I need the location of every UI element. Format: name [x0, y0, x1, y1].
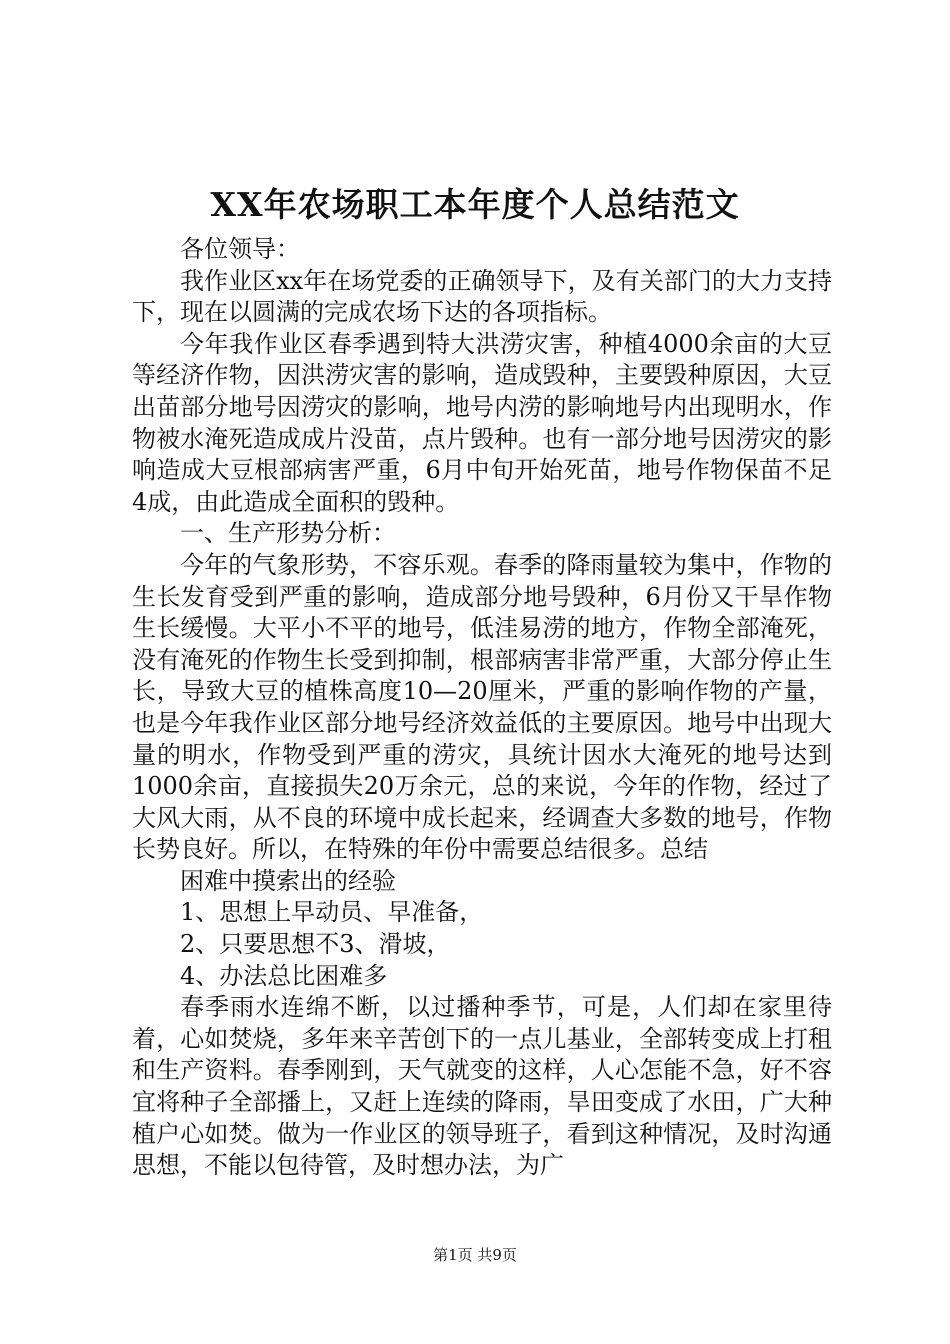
list-item: 4、办法总比困难多 — [180, 961, 388, 990]
section-heading: 一、生产形势分析： — [180, 519, 396, 548]
document-title: XX年农场职工本年度个人总结范文 — [210, 185, 740, 224]
page-number: 第1页 共9页 — [433, 1246, 517, 1264]
flood-paragraph: 今年我作业区春季遇到特大洪涝灾害，种植4000余亩的大豆等经济作物，因洪涝灾害的影响，造成毁种，主要毁种原因，大豆出苗部分地号因涝灾的影响，地号内涝的影响地号内出现明水，作物被水淹死造成成片没苗，点片毁种。也有一部分地号因涝灾的影响造成大豆根部病害严重，6月中旬开始死苗，地号作物保苗不足4成，由此造成全面积的毁种。 — [132, 329, 832, 516]
list-item: 2、只要思想不3、滑坡， — [180, 930, 451, 959]
analysis-paragraph: 今年的气象形势，不容乐观。春季的降雨量较为集中，作物的生长发育受到严重的影响，造成部分地号毁种，6月份又干旱作物生长缓慢。大平小不平的地号，低洼易涝的地方，作物全部淹死，没有淹死的作物生长受到抑制，根部病害非常严重，大部分停止生长，导致大豆的植株高度10—20厘米，严重的影响作物的产量，也是今年我作业区部分地号经济效益低的主要原因。地号中出现大量的明水，作物受到严重的涝灾，具统计因水大淹死的地号达到1000余亩，直接损失20万余元，总的来说，今年的作物，经过了大风大雨，从不良的环境中成长起来，经调查大多数的地号，作物长势良好。所以，在特殊的年份中需要总结很多。总结 — [132, 550, 832, 864]
spring-paragraph: 春季雨水连绵不断，以过播种季节，可是，人们却在家里待着，心如焚烧，多年来辛苦创下的一点儿基业，全部转变成上打租和生产资料。春季刚到，天气就变的这样，人心怎能不急，好不容宜将种子全部播上，又赶上连续的降雨，旱田变成了水田，广大种植户心如焚。做为一作业区的领导班子，看到这种情况，及时沟通思想，不能以包待管，及时想办法，为广 — [132, 993, 832, 1180]
experience-heading: 困难中摸索出的经验 — [180, 866, 396, 895]
intro-paragraph: 我作业区xx年在场党委的正确领导下，及有关部门的大力支持下，现在以圆满的完成农场下达的各项指标。 — [132, 266, 832, 327]
list-item: 1、思想上早动员、早准备， — [180, 898, 484, 927]
document-body — [132, 234, 832, 1182]
salutation-paragraph: 各位领导： — [180, 235, 300, 263]
